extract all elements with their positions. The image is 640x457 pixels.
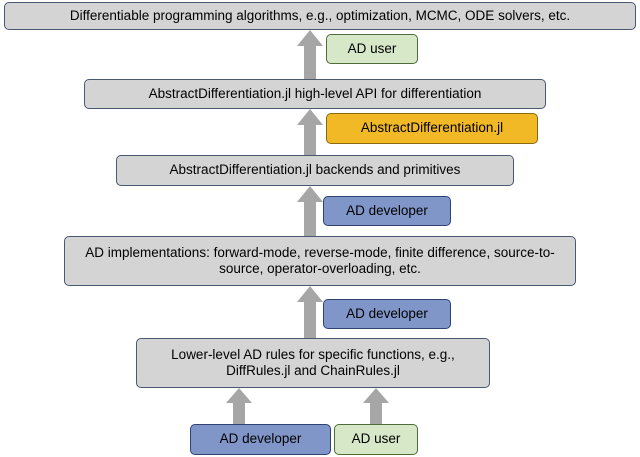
node-backends-primitives: AbstractDifferentiation.jl backends and primitives bbox=[116, 155, 514, 186]
node-ad-user-bottom: AD user bbox=[334, 424, 418, 455]
node-ad-developer-2: AD developer bbox=[323, 299, 451, 329]
node-top-applications: Differentiable programming algorithms, e.g., optimization, MCMC, ODE solvers, etc. bbox=[4, 2, 636, 30]
arrow-developer-to-rules bbox=[226, 388, 252, 425]
arrow-user-to-rules bbox=[363, 388, 389, 425]
arrow-backends-to-api bbox=[297, 109, 323, 157]
node-ad-developer-1: AD developer bbox=[323, 196, 451, 226]
node-abstractdifferentiation-jl: AbstractDifferentiation.jl bbox=[326, 113, 538, 144]
node-ad-implementations: AD implementations: forward-mode, reverse-mode, finite difference, source-to-source, operator-overloading, etc. bbox=[64, 236, 576, 286]
arrow-rules-to-impl bbox=[297, 286, 323, 339]
node-lower-level-rules: Lower-level AD rules for specific functions, e.g., DiffRules.jl and ChainRules.jl bbox=[136, 338, 490, 388]
node-abstractdifferentiation-api: AbstractDifferentiation.jl high-level API for differentiation bbox=[84, 79, 546, 109]
arrow-api-to-top bbox=[297, 30, 323, 80]
node-ad-developer-bottom: AD developer bbox=[190, 424, 331, 455]
arrow-impl-to-backends bbox=[297, 186, 323, 237]
node-ad-user-top: AD user bbox=[326, 34, 418, 64]
